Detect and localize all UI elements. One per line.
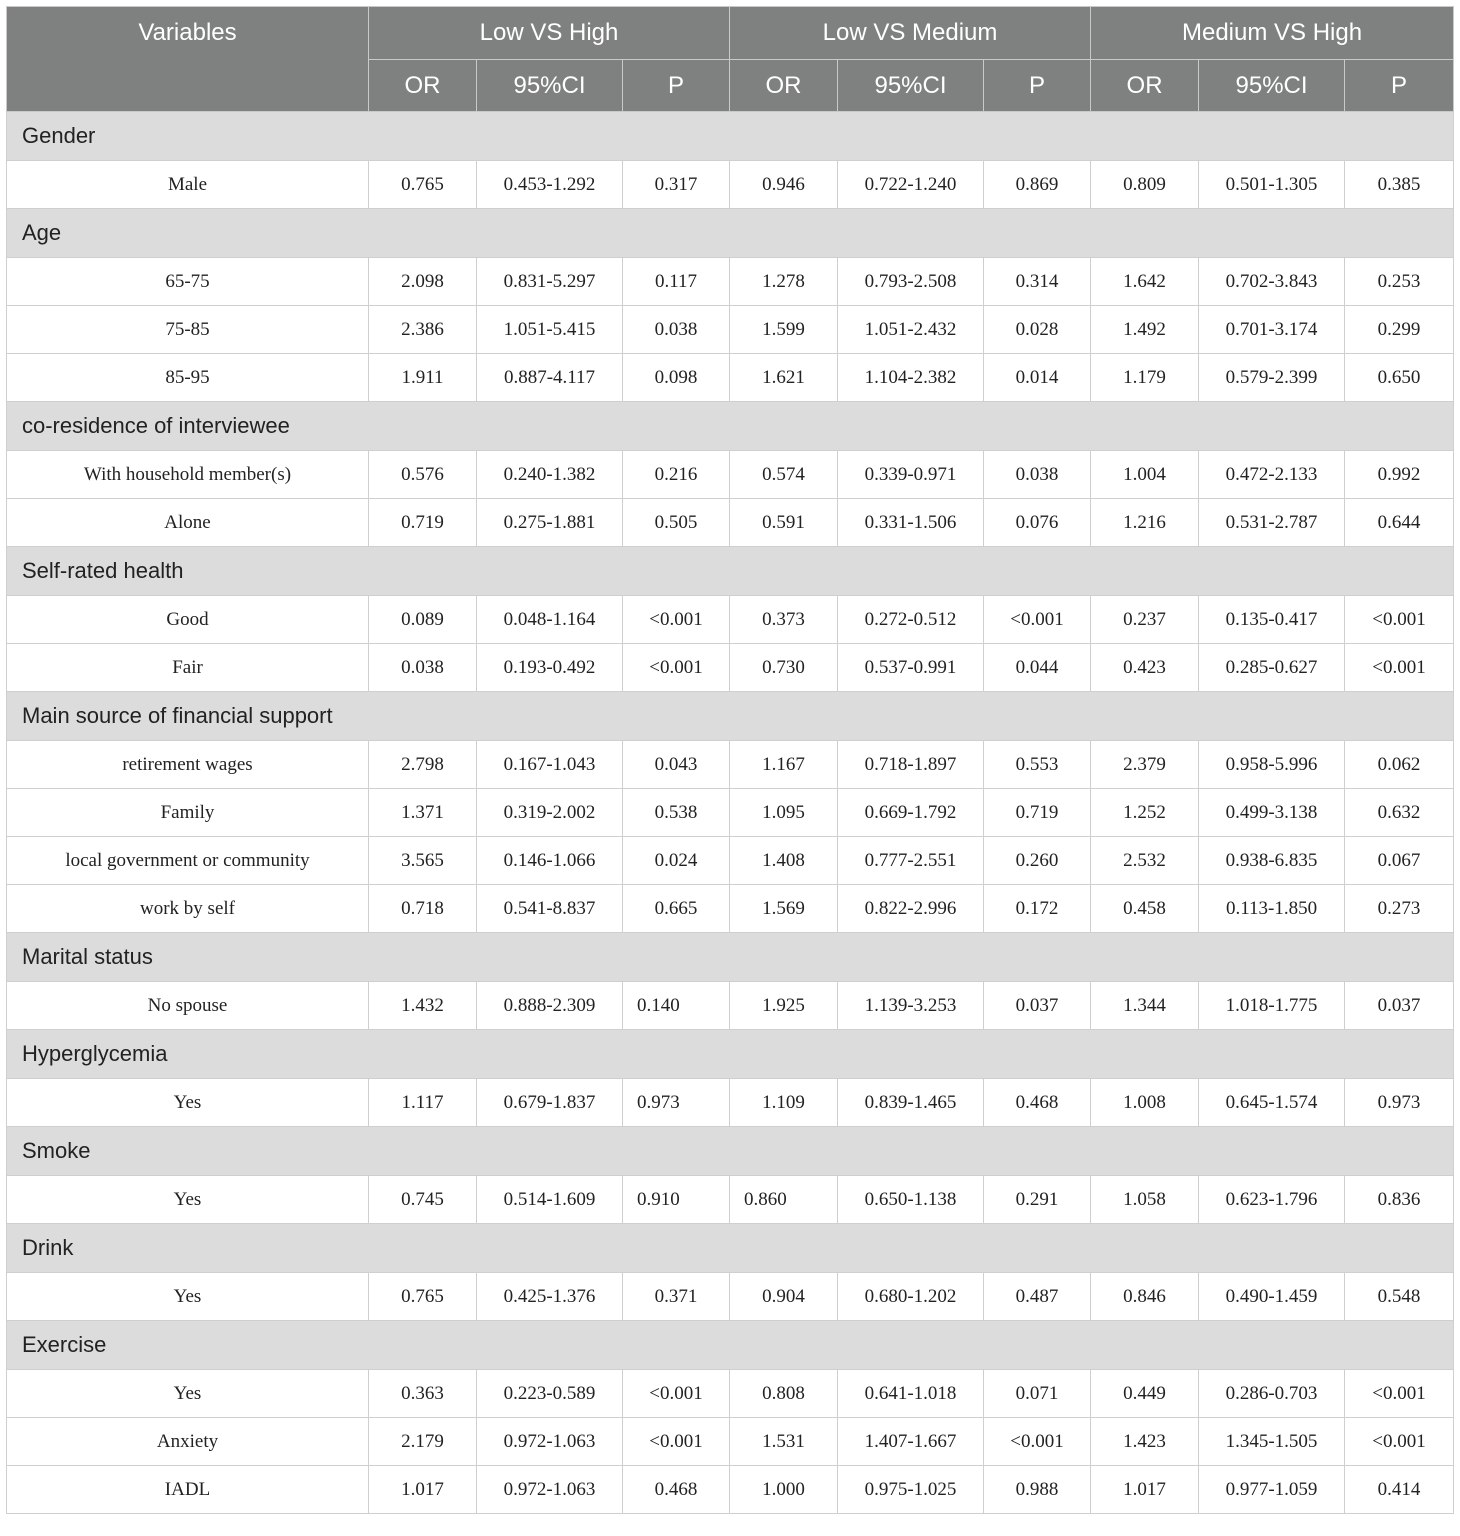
cell-ci: 0.650-1.138: [838, 1176, 984, 1224]
cell-or: 1.925: [730, 982, 838, 1030]
cell-p: 0.719: [984, 789, 1091, 837]
cell-p: 0.067: [1345, 837, 1454, 885]
table-row: [7, 885, 1454, 933]
table-row: [7, 596, 1454, 644]
cell-ci: 0.777-2.551: [838, 837, 984, 885]
cell-or: 1.017: [369, 1466, 477, 1514]
cell-p: <0.001: [1345, 596, 1454, 644]
header-or: OR: [1091, 60, 1199, 112]
cell-or: 1.371: [369, 789, 477, 837]
cell-or: 1.408: [730, 837, 838, 885]
group-title: Gender: [7, 112, 1454, 161]
cell-ci: 0.285-0.627: [1199, 644, 1345, 692]
row-label: Yes: [7, 1079, 369, 1127]
cell-ci: 0.887-4.117: [477, 354, 623, 402]
cell-ci: 0.839-1.465: [838, 1079, 984, 1127]
table-row: [7, 1418, 1454, 1466]
cell-ci: 0.135-0.417: [1199, 596, 1345, 644]
cell-ci: 0.972-1.063: [477, 1418, 623, 1466]
cell-p: 0.371: [623, 1273, 730, 1321]
cell-or: 1.344: [1091, 982, 1199, 1030]
row-label: Male: [7, 161, 369, 209]
cell-or: 0.089: [369, 596, 477, 644]
cell-p: <0.001: [1345, 644, 1454, 692]
cell-p: 0.650: [1345, 354, 1454, 402]
cell-p: 0.869: [984, 161, 1091, 209]
cell-or: 1.017: [1091, 1466, 1199, 1514]
cell-ci: 0.669-1.792: [838, 789, 984, 837]
table-row: [7, 1370, 1454, 1418]
group-row: [7, 1127, 1454, 1176]
table-row: [7, 789, 1454, 837]
cell-ci: 1.139-3.253: [838, 982, 984, 1030]
cell-p: 0.273: [1345, 885, 1454, 933]
header-p: P: [1345, 60, 1454, 112]
group-row: [7, 547, 1454, 596]
table-row: [7, 499, 1454, 547]
cell-ci: 1.051-2.432: [838, 306, 984, 354]
cell-ci: 0.501-1.305: [1199, 161, 1345, 209]
cell-or: 2.386: [369, 306, 477, 354]
header-or: OR: [730, 60, 838, 112]
cell-ci: 1.345-1.505: [1199, 1418, 1345, 1466]
cell-ci: 0.319-2.002: [477, 789, 623, 837]
cell-p: 0.260: [984, 837, 1091, 885]
cell-or: 2.179: [369, 1418, 477, 1466]
cell-or: 0.038: [369, 644, 477, 692]
group-title: Hyperglycemia: [7, 1030, 1454, 1079]
cell-ci: 0.272-0.512: [838, 596, 984, 644]
cell-or: 0.458: [1091, 885, 1199, 933]
cell-ci: 1.018-1.775: [1199, 982, 1345, 1030]
row-label: Family: [7, 789, 369, 837]
table-header: [7, 7, 1454, 112]
cell-or: 0.765: [369, 1273, 477, 1321]
group-row: [7, 692, 1454, 741]
cell-p: 0.538: [623, 789, 730, 837]
cell-or: 0.718: [369, 885, 477, 933]
cell-p: 0.468: [984, 1079, 1091, 1127]
table-row: [7, 741, 1454, 789]
cell-p: 0.314: [984, 258, 1091, 306]
cell-ci: 0.275-1.881: [477, 499, 623, 547]
cell-or: 1.621: [730, 354, 838, 402]
cell-p: 0.216: [623, 451, 730, 499]
cell-ci: 0.888-2.309: [477, 982, 623, 1030]
header-group-low-vs-high: Low VS High: [369, 7, 730, 60]
cell-p: 0.414: [1345, 1466, 1454, 1514]
cell-p: 0.553: [984, 741, 1091, 789]
cell-ci: 0.331-1.506: [838, 499, 984, 547]
cell-or: 0.574: [730, 451, 838, 499]
cell-or: 1.095: [730, 789, 838, 837]
cell-or: 0.745: [369, 1176, 477, 1224]
cell-ci: 0.958-5.996: [1199, 741, 1345, 789]
cell-or: 0.860: [730, 1176, 838, 1224]
header-p: P: [623, 60, 730, 112]
cell-or: 0.809: [1091, 161, 1199, 209]
cell-ci: 0.822-2.996: [838, 885, 984, 933]
header-group-medium-vs-high: Medium VS High: [1091, 7, 1454, 60]
cell-p: 0.317: [623, 161, 730, 209]
row-label: No spouse: [7, 982, 369, 1030]
cell-ci: 0.048-1.164: [477, 596, 623, 644]
cell-ci: 0.623-1.796: [1199, 1176, 1345, 1224]
cell-or: 1.432: [369, 982, 477, 1030]
header-group-low-vs-medium: Low VS Medium: [730, 7, 1091, 60]
table-row: [7, 354, 1454, 402]
cell-or: 0.237: [1091, 596, 1199, 644]
cell-ci: 0.286-0.703: [1199, 1370, 1345, 1418]
table-body: [7, 112, 1454, 1514]
row-label: Yes: [7, 1273, 369, 1321]
group-title: Exercise: [7, 1321, 1454, 1370]
cell-or: 1.423: [1091, 1418, 1199, 1466]
cell-ci: 0.701-3.174: [1199, 306, 1345, 354]
cell-p: 0.468: [623, 1466, 730, 1514]
row-label: work by self: [7, 885, 369, 933]
cell-ci: 0.531-2.787: [1199, 499, 1345, 547]
cell-p: <0.001: [1345, 1418, 1454, 1466]
cell-ci: 0.541-8.837: [477, 885, 623, 933]
cell-or: 1.642: [1091, 258, 1199, 306]
table-row: [7, 1079, 1454, 1127]
cell-p: 0.548: [1345, 1273, 1454, 1321]
cell-or: 2.098: [369, 258, 477, 306]
cell-p: 0.291: [984, 1176, 1091, 1224]
cell-or: 0.363: [369, 1370, 477, 1418]
cell-p: <0.001: [623, 1370, 730, 1418]
cell-ci: 0.641-1.018: [838, 1370, 984, 1418]
cell-or: 0.904: [730, 1273, 838, 1321]
cell-or: 1.252: [1091, 789, 1199, 837]
cell-ci: 0.425-1.376: [477, 1273, 623, 1321]
cell-ci: 0.240-1.382: [477, 451, 623, 499]
group-row: [7, 1030, 1454, 1079]
cell-ci: 0.537-0.991: [838, 644, 984, 692]
cell-or: 1.569: [730, 885, 838, 933]
cell-ci: 0.938-6.835: [1199, 837, 1345, 885]
cell-or: 0.808: [730, 1370, 838, 1418]
group-row: [7, 209, 1454, 258]
cell-p: 0.665: [623, 885, 730, 933]
cell-p: 0.044: [984, 644, 1091, 692]
cell-p: 0.014: [984, 354, 1091, 402]
cell-or: 0.423: [1091, 644, 1199, 692]
cell-or: 0.946: [730, 161, 838, 209]
cell-p: 0.028: [984, 306, 1091, 354]
cell-or: 0.449: [1091, 1370, 1199, 1418]
cell-ci: 0.702-3.843: [1199, 258, 1345, 306]
row-label: 85-95: [7, 354, 369, 402]
cell-ci: 0.490-1.459: [1199, 1273, 1345, 1321]
cell-p: 0.644: [1345, 499, 1454, 547]
cell-p: 0.037: [984, 982, 1091, 1030]
header-p: P: [984, 60, 1091, 112]
row-label: Yes: [7, 1370, 369, 1418]
group-row: [7, 402, 1454, 451]
cell-p: 0.910: [623, 1176, 730, 1224]
cell-p: <0.001: [984, 596, 1091, 644]
table-row: [7, 1273, 1454, 1321]
row-label: 75-85: [7, 306, 369, 354]
cell-ci: 0.680-1.202: [838, 1273, 984, 1321]
table-row: [7, 451, 1454, 499]
cell-p: 0.076: [984, 499, 1091, 547]
cell-p: 0.632: [1345, 789, 1454, 837]
header-or: OR: [369, 60, 477, 112]
cell-p: 0.992: [1345, 451, 1454, 499]
cell-p: 0.836: [1345, 1176, 1454, 1224]
cell-or: 1.216: [1091, 499, 1199, 547]
cell-ci: 0.645-1.574: [1199, 1079, 1345, 1127]
cell-or: 1.058: [1091, 1176, 1199, 1224]
cell-p: 0.253: [1345, 258, 1454, 306]
table-row: [7, 837, 1454, 885]
cell-or: 2.532: [1091, 837, 1199, 885]
cell-p: 0.043: [623, 741, 730, 789]
cell-or: 2.798: [369, 741, 477, 789]
table-row: [7, 1176, 1454, 1224]
cell-ci: 0.718-1.897: [838, 741, 984, 789]
cell-ci: 0.793-2.508: [838, 258, 984, 306]
row-label: Anxiety: [7, 1418, 369, 1466]
cell-p: 0.098: [623, 354, 730, 402]
cell-or: 1.278: [730, 258, 838, 306]
group-row: [7, 112, 1454, 161]
group-row: [7, 1321, 1454, 1370]
cell-p: 0.988: [984, 1466, 1091, 1514]
cell-p: 0.172: [984, 885, 1091, 933]
cell-p: 0.117: [623, 258, 730, 306]
cell-ci: 0.679-1.837: [477, 1079, 623, 1127]
cell-p: 0.038: [623, 306, 730, 354]
cell-p: <0.001: [623, 596, 730, 644]
row-label: local government or community: [7, 837, 369, 885]
group-title: Main source of financial support: [7, 692, 1454, 741]
cell-ci: 0.113-1.850: [1199, 885, 1345, 933]
cell-or: 0.719: [369, 499, 477, 547]
cell-or: 1.492: [1091, 306, 1199, 354]
cell-or: 1.167: [730, 741, 838, 789]
group-row: [7, 1224, 1454, 1273]
cell-p: 0.505: [623, 499, 730, 547]
cell-p: <0.001: [623, 644, 730, 692]
row-label: Alone: [7, 499, 369, 547]
cell-p: 0.487: [984, 1273, 1091, 1321]
cell-p: 0.385: [1345, 161, 1454, 209]
group-title: Self-rated health: [7, 547, 1454, 596]
row-label: Fair: [7, 644, 369, 692]
cell-p: 0.973: [623, 1079, 730, 1127]
cell-p: <0.001: [1345, 1370, 1454, 1418]
cell-ci: 0.223-0.589: [477, 1370, 623, 1418]
cell-p: 0.037: [1345, 982, 1454, 1030]
table-row: [7, 258, 1454, 306]
cell-or: 0.591: [730, 499, 838, 547]
cell-or: 1.109: [730, 1079, 838, 1127]
cell-ci: 0.722-1.240: [838, 161, 984, 209]
cell-ci: 1.051-5.415: [477, 306, 623, 354]
cell-ci: 1.104-2.382: [838, 354, 984, 402]
cell-ci: 0.472-2.133: [1199, 451, 1345, 499]
cell-ci: 0.453-1.292: [477, 161, 623, 209]
header-ci: 95%CI: [477, 60, 623, 112]
cell-or: 1.911: [369, 354, 477, 402]
cell-or: 1.531: [730, 1418, 838, 1466]
cell-p: 0.071: [984, 1370, 1091, 1418]
table-row: [7, 161, 1454, 209]
cell-or: 0.765: [369, 161, 477, 209]
cell-or: 1.008: [1091, 1079, 1199, 1127]
cell-or: 1.000: [730, 1466, 838, 1514]
cell-or: 2.379: [1091, 741, 1199, 789]
results-table: [6, 6, 1454, 1514]
group-title: Marital status: [7, 933, 1454, 982]
table-row: [7, 1466, 1454, 1514]
table-row: [7, 644, 1454, 692]
cell-ci: 0.831-5.297: [477, 258, 623, 306]
row-label: Yes: [7, 1176, 369, 1224]
header-variables: Variables: [7, 7, 369, 112]
group-title: Drink: [7, 1224, 1454, 1273]
cell-or: 0.576: [369, 451, 477, 499]
group-row: [7, 933, 1454, 982]
cell-p: <0.001: [984, 1418, 1091, 1466]
cell-p: 0.038: [984, 451, 1091, 499]
cell-p: 0.024: [623, 837, 730, 885]
cell-p: <0.001: [623, 1418, 730, 1466]
cell-p: 0.062: [1345, 741, 1454, 789]
row-label: 65-75: [7, 258, 369, 306]
row-label: Good: [7, 596, 369, 644]
cell-or: 1.179: [1091, 354, 1199, 402]
cell-or: 1.599: [730, 306, 838, 354]
header-ci: 95%CI: [1199, 60, 1345, 112]
cell-ci: 0.146-1.066: [477, 837, 623, 885]
group-title: Smoke: [7, 1127, 1454, 1176]
cell-or: 0.373: [730, 596, 838, 644]
cell-ci: 0.499-3.138: [1199, 789, 1345, 837]
table-row: [7, 306, 1454, 354]
cell-ci: 0.514-1.609: [477, 1176, 623, 1224]
cell-p: 0.140: [623, 982, 730, 1030]
cell-or: 3.565: [369, 837, 477, 885]
group-title: Age: [7, 209, 1454, 258]
cell-ci: 0.579-2.399: [1199, 354, 1345, 402]
cell-p: 0.973: [1345, 1079, 1454, 1127]
cell-ci: 0.975-1.025: [838, 1466, 984, 1514]
row-label: With household member(s): [7, 451, 369, 499]
header-ci: 95%CI: [838, 60, 984, 112]
group-title: co-residence of interviewee: [7, 402, 1454, 451]
cell-ci: 1.407-1.667: [838, 1418, 984, 1466]
cell-ci: 0.972-1.063: [477, 1466, 623, 1514]
cell-ci: 0.167-1.043: [477, 741, 623, 789]
row-label: retirement wages: [7, 741, 369, 789]
cell-ci: 0.977-1.059: [1199, 1466, 1345, 1514]
cell-or: 1.004: [1091, 451, 1199, 499]
cell-or: 0.846: [1091, 1273, 1199, 1321]
cell-ci: 0.193-0.492: [477, 644, 623, 692]
row-label: IADL: [7, 1466, 369, 1514]
cell-or: 1.117: [369, 1079, 477, 1127]
table-row: [7, 982, 1454, 1030]
cell-or: 0.730: [730, 644, 838, 692]
cell-p: 0.299: [1345, 306, 1454, 354]
cell-ci: 0.339-0.971: [838, 451, 984, 499]
